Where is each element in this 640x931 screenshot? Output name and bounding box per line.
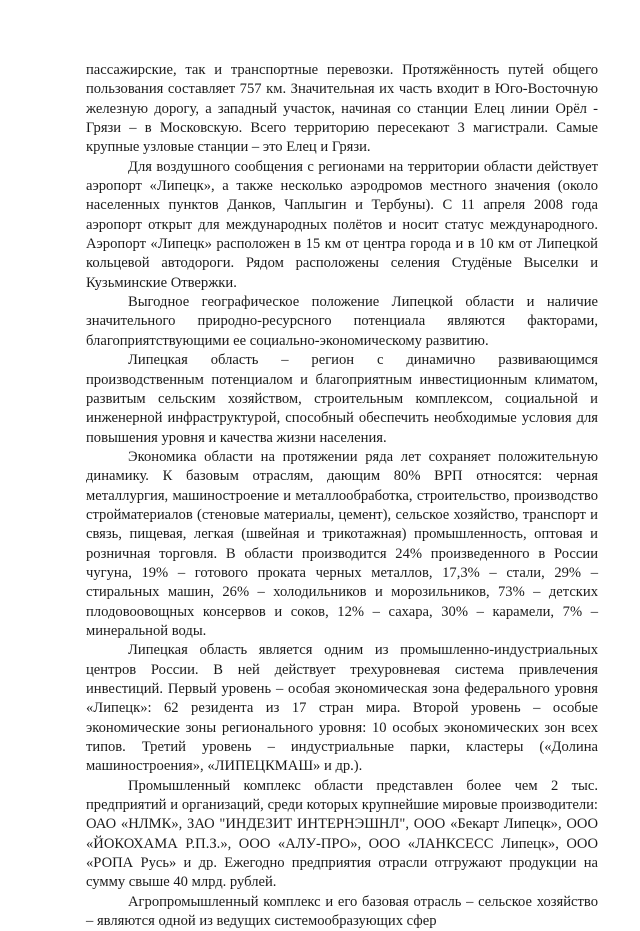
document-page	[86, 61, 598, 931]
paragraph-agriculture: Агропромышленный комплекс и его базовая отрасль – сельское хозяйство – являются одной из ведущих системообразующих сфер	[86, 893, 598, 930]
paragraph-railway: пассажирские, так и транспортные перевозки. Протяжённость путей общего пользования составляет 757 км. Значительная их часть входит в Юго-Восточную железную дорогу, а западный участок, начиная со станции Елец линии Орёл - Грязи – в Московскую. Всего территорию пересекают 3 магистрали. Самые крупные узловые станции – это Елец и Грязи.	[86, 62, 598, 156]
paragraph-economy: Экономика области на протяжении ряда лет сохраняет положительную динамику. К базовым отраслям, дающим 80% ВРП относятся: черная металлургия, машиностроение и металлообработка, строительство, производство стройматериалов (стеновые материалы, цемент), сельское хозяйство, транспорт и связь, пищевая, легкая (швейная и трикотажная) промышленность, оптовая и розничная торговля. В области производится 24% произведенного в России чугуна, 19% – готового проката черных металлов, 17,3% – стали, 29% – стиральных машин, 26% – холодильников и морозильников, 73% – детских плодовоовощных консервов и соков, 12% – сахара, 30% – карамели, 7% – минеральной воды.	[86, 448, 598, 639]
paragraph-geography: Выгодное географическое положение Липецкой области и наличие значительного природно-ресурсного потенциала являются факторами, благоприятствующими ее социально-экономическому развитию.	[86, 294, 598, 349]
paragraph-air-transport: Для воздушного сообщения с регионами на территории области действует аэропорт «Липецк», а также несколько аэродромов местного значения (около населенных пунктов Данков, Чаплыгин и Тербуны). С 11 апреля 2008 года аэропорт открыт для международных полётов и носит статус международного. Аэропорт «Липецк» расположен в 15 км от центра города и в 10 км от Липецкой кольцевой автодороги. Рядом расположены селения Студёные Выселки и Кузьминские Отвержки.	[86, 158, 598, 291]
paragraph-investment: Липецкая область является одним из промышленно-индустриальных центров России. В ней действует трехуровневая система привлечения инвестиций. Первый уровень – особая экономическая зона федерального уровня «Липецк»: 62 резидента из 17 стран мира. Второй уровень – особые экономические зоны регионального уровня: 10 особых экономических зон всех типов. Третий уровень – индустриальные парки, кластеры («Долина машиностроения», «ЛИПЕЦКМАШ» и др.).	[86, 642, 598, 775]
paragraph-industry: Промышленный комплекс области представлен более чем 2 тыс. предприятий и организаций, среди которых крупнейшие мировые производители: ОАО «НЛМК», ЗАО "ИНДЕЗИТ ИНТЕРНЭШНЛ", ООО «Бекарт Липецк», ООО «ЙОКОХАМА Р.П.З.», ООО «АЛУ-ПРО», ООО «ЛАНКСЕСС Липецк», ООО «РОПА Русь» и др. Ежегодно предприятия отрасли отгружают продукции на сумму свыше 40 млрд. рублей.	[86, 777, 598, 891]
paragraph-region-overview: Липецкая область – регион с динамично развивающимся производственным потенциалом и благоприятным инвестиционным климатом, развитым сельским хозяйством, строительным комплексом, социальной и инженерной инфраструктурой, способный обеспечить необходимые условия для повышения уровня и качества жизни населения.	[86, 352, 598, 446]
